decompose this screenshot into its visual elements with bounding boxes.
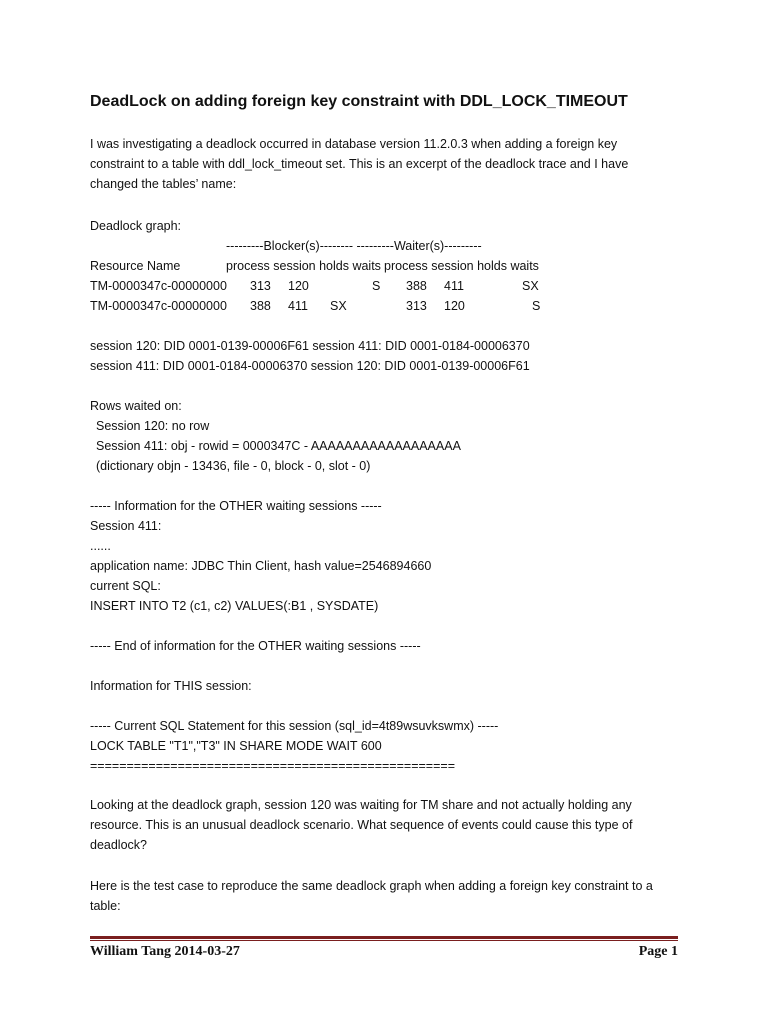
this-sql-statement: LOCK TABLE "T1","T3" IN SHARE MODE WAIT 600 <box>90 739 382 753</box>
waiter-waits: S <box>532 299 541 313</box>
footer-author-date: William Tang 2014-03-27 <box>90 944 240 959</box>
rows-waited-line: (dictionary objn - 13436, file - 0, block - 0, slot - 0) <box>96 459 371 473</box>
session-did-line: session 411: DID 0001-0184-00006370 session 120: DID 0001-0139-00006F61 <box>90 359 530 373</box>
current-sql-label: current SQL: <box>90 579 161 593</box>
current-sql-heading: ----- Current SQL Statement for this session (sql_id=4t89wsuvkswmx) ----- <box>90 719 499 733</box>
blocker-session: 120 <box>288 279 309 293</box>
waiter-process: 313 <box>406 299 427 313</box>
other-session-id: Session 411: <box>90 519 162 533</box>
blocker-holds: SX <box>330 299 347 313</box>
waiter-waits: SX <box>522 279 539 293</box>
graph-group-header: ---------Blocker(s)-------- ---------Waiter(s)--------- <box>226 239 482 253</box>
waiter-session: 120 <box>444 299 465 313</box>
graph-heading: Deadlock graph: <box>90 219 182 233</box>
blocker-process: 388 <box>250 299 271 313</box>
footer-rule-thin <box>90 940 678 941</box>
blocker-waits: S <box>372 279 381 293</box>
rows-waited-line: Session 411: obj - rowid = 0000347C - AAAAAAAAAAAAAAAAAA <box>96 439 461 453</box>
this-session-heading: Information for THIS session: <box>90 679 252 693</box>
other-sessions-end: ----- End of information for the OTHER waiting sessions ----- <box>90 639 421 653</box>
blocker-session: 411 <box>288 299 308 313</box>
waiter-process: 388 <box>406 279 427 293</box>
column-blocker: process session holds waits <box>226 259 381 273</box>
other-sql-statement: INSERT INTO T2 (c1, c2) VALUES(:B1 , SYSDATE) <box>90 599 379 613</box>
analysis-paragraph: Looking at the deadlock graph, session 120 was waiting for TM share and not actually holding any resource. This is an unusual deadlock scenario. What sequence of events could cause this type of deadlock? <box>90 798 633 852</box>
waiter-session: 411 <box>444 279 464 293</box>
column-waiter: process session holds waits <box>384 259 539 273</box>
blocker-process: 313 <box>250 279 271 293</box>
footer-rule <box>90 936 678 939</box>
column-resource-name: Resource Name <box>90 259 181 273</box>
graph-row <box>90 276 690 296</box>
other-sessions-heading: ----- Information for the OTHER waiting sessions ----- <box>90 499 382 513</box>
separator-line: ================================================== <box>90 759 455 773</box>
intro-paragraph: I was investigating a deadlock occurred in database version 11.2.0.3 when adding a foreign key constraint to a table with ddl_lock_timeout set. This is an excerpt of the deadlock trace and I have changed the tables’ name: <box>90 137 629 191</box>
session-did-line: session 120: DID 0001-0139-00006F61 session 411: DID 0001-0184-00006370 <box>90 339 530 353</box>
testcase-paragraph: Here is the test case to reproduce the same deadlock graph when adding a foreign key constraint to a table: <box>90 879 653 913</box>
graph-row <box>90 296 690 316</box>
graph-column-header <box>90 256 690 276</box>
rows-waited-heading: Rows waited on: <box>90 399 182 413</box>
footer-page-number: Page 1 <box>638 944 678 959</box>
resource-name: TM-0000347c-00000000 <box>90 299 227 313</box>
document-title: DeadLock on adding foreign key constraint with DDL_LOCK_TIMEOUT <box>90 93 628 110</box>
ellipsis-line: ...... <box>90 539 111 553</box>
application-name-line: application name: JDBC Thin Client, hash value=2546894660 <box>90 559 432 573</box>
rows-waited-line: Session 120: no row <box>96 419 210 433</box>
resource-name: TM-0000347c-00000000 <box>90 279 227 293</box>
